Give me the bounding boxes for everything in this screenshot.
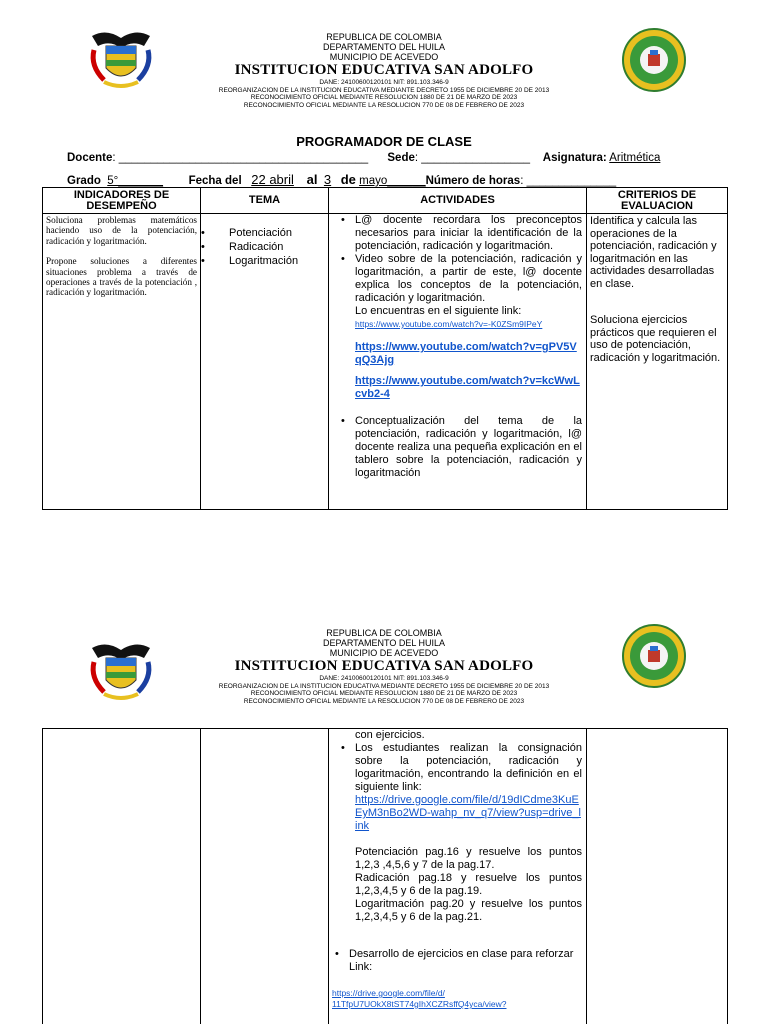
tema-item: • Radicación xyxy=(215,240,328,254)
actividades-cell-continued xyxy=(329,729,587,1024)
de-label: de xyxy=(340,172,356,187)
asignatura-label: Asignatura: xyxy=(542,152,607,164)
actividad-1: • L@ docente recordara los preconceptos necesarios para iniciar la identificación de la potenciación, radicación y logaritmación. xyxy=(355,214,582,253)
header-indicadores: INDICADORES DE DESEMPEÑO xyxy=(43,188,201,214)
criterios-cell-empty xyxy=(587,729,728,1024)
dane-nit: DANE: 24100600120101 NIT: 891.103.346-9 xyxy=(319,675,449,682)
header-line-2: DEPARTAMENTO DEL HUILA xyxy=(322,42,446,52)
fecha-dia[interactable]: 22 abril xyxy=(251,172,294,187)
lesson-plan-table xyxy=(42,187,728,510)
actividad-2-text: Video sobre de la potenciación, radicación y logaritmación, a partir de este, l@ docente explica los conceptos de la potenciación, radicación y logaritmación. xyxy=(355,253,582,304)
criterio-2: Soluciona ejercicios prácticos que requieren el uso de potenciación, radicación y logaritmación. xyxy=(590,314,721,364)
logaritmacion-task: Logaritmación pag.20 y resuelve los puntos 1,2,3,4,5 y 6 de la pag.21. xyxy=(355,898,582,923)
al-dia[interactable]: 3 xyxy=(323,172,332,187)
al-label: al xyxy=(306,172,318,187)
indicador-2: Propone soluciones a diferentes situaciones problema a través de operaciones a través de la potenciación , radicación y logaritmación. xyxy=(46,256,197,298)
school-name: INSTITUCION EDUCATIVA SAN ADOLFO xyxy=(234,62,534,78)
indicadores-cell xyxy=(43,214,201,510)
meta-row-2 xyxy=(67,172,616,187)
tema-item: • Potenciación xyxy=(215,226,328,240)
drive-link-2-part-2[interactable]: 11TfpU7UOkX8tST74gIhXCZRsffQ4yca/view? xyxy=(332,999,507,1009)
letterhead xyxy=(0,0,768,112)
actividad-3: • Conceptualización del tema de la potenciación, radicación y logaritmación, l@ docente realiza una pequeña explicación en el tablero sobre la potenciación, radicación y logaritmación xyxy=(355,415,582,480)
header-line-3: MUNICIPIO DE ACEVEDO xyxy=(329,648,439,658)
resolution-1: REORGANIZACION DE LA INSTITUCION EDUCATIVA MEDIANTE DECRETO 1955 DE DICIEMBRE 20 DE 2013 xyxy=(218,86,550,94)
drive-link-1[interactable]: https://drive.google.com/file/d/19dICdme3KuEEyM3nBo2WD-wahp_nv_q7/view?usp=drive_link xyxy=(355,794,581,832)
form-title: PROGRAMADOR DE CLASE xyxy=(296,134,472,149)
page-2 xyxy=(0,612,768,1024)
tema-item: • Logaritmación xyxy=(215,254,328,268)
resolution-2: RECONOCIMIENTO OFICIAL MEDIANTE RESOLUCION 1880 DE 21 DE MARZO DE 2023 xyxy=(250,94,518,102)
docente-label: Docente xyxy=(67,152,113,164)
meta-row-1 xyxy=(67,152,660,164)
resolution-3: RECONOCIMIENTO OFICIAL MEDIANTE LA RESOLUCION 770 DE 08 DE FEBRERO DE 2023 xyxy=(243,698,525,706)
mes-value[interactable]: mayo______ xyxy=(359,175,426,187)
radicacion-task: Radicación pag.18 y resuelve los puntos 1,2,3,4,5 y 6 de la pag.19. xyxy=(355,872,582,897)
actividad-2 xyxy=(355,253,582,415)
table-row xyxy=(43,729,728,1024)
header-criterios: CRITERIOS DE EVALUACION xyxy=(587,188,728,214)
indicadores-cell-empty xyxy=(43,729,201,1024)
actividad-4-text: Los estudiantes realizan la consignación sobre la potenciación, radicación y logaritmación, encontrando la definición en el siguiente link: xyxy=(355,742,582,793)
drive-link-2-part-1[interactable]: https://drive.google.com/file/d/ xyxy=(332,988,445,998)
header-line-1: REPUBLICA DE COLOMBIA xyxy=(326,628,442,638)
asignatura-value[interactable]: Aritmética xyxy=(609,152,661,164)
dane-nit: DANE: 24100600120101 NIT: 891.103.346-9 xyxy=(319,79,449,86)
actividades-cell xyxy=(329,214,587,510)
resolution-2: RECONOCIMIENTO OFICIAL MEDIANTE RESOLUCION 1880 DE 21 DE MARZO DE 2023 xyxy=(250,690,518,698)
docente-field[interactable]: : _______________________________________ xyxy=(112,152,369,164)
header-line-1: REPUBLICA DE COLOMBIA xyxy=(326,32,442,42)
table-header-row xyxy=(43,188,728,214)
school-seal-icon xyxy=(622,624,686,688)
header-line-3: MUNICIPIO DE ACEVEDO xyxy=(329,52,439,62)
continued-text: con ejercicios. xyxy=(355,729,425,741)
tema-cell xyxy=(201,214,329,510)
grado-label: Grado xyxy=(67,175,101,187)
actividad-4 xyxy=(355,742,582,948)
criterios-cell xyxy=(587,214,728,510)
letterhead-page-2 xyxy=(0,612,768,724)
indicador-1: Soluciona problemas matemáticos haciendo uso de la potenciación, radicación y logaritmación. xyxy=(46,215,197,246)
school-name: INSTITUCION EDUCATIVA SAN ADOLFO xyxy=(234,658,534,674)
video-link-1[interactable]: https://www.youtube.com/watch?v=-K0ZSm9IPeY xyxy=(355,319,543,329)
fecha-label: Fecha del xyxy=(188,175,242,187)
video-link-3[interactable]: https://www.youtube.com/watch?v=kcWwLcvb2-4 xyxy=(355,375,580,400)
criterio-1: Identifica y calcula las operaciones de la potenciación, radicación y logaritmación en las actividades desarrolladas en clase. xyxy=(590,215,717,290)
grado-value[interactable]: 5°_______ xyxy=(107,175,164,187)
school-seal-icon xyxy=(622,28,686,92)
horas-field[interactable]: : ______________ xyxy=(520,175,617,187)
resolution-1: REORGANIZACION DE LA INSTITUCION EDUCATIVA MEDIANTE DECRETO 1955 DE DICIEMBRE 20 DE 2013 xyxy=(218,682,550,690)
resolution-3: RECONOCIMIENTO OFICIAL MEDIANTE LA RESOLUCION 770 DE 08 DE FEBRERO DE 2023 xyxy=(243,102,525,110)
header-line-2: DEPARTAMENTO DEL HUILA xyxy=(322,638,446,648)
lesson-plan-table-continued xyxy=(42,728,728,1024)
header-actividades: ACTIVIDADES xyxy=(329,188,587,214)
actividad-2-link-intro: Lo encuentras en el siguiente link: xyxy=(355,305,522,317)
colombia-coat-of-arms-icon xyxy=(86,26,156,92)
tema-cell-empty xyxy=(201,729,329,1024)
sede-label: Sede xyxy=(387,152,415,164)
header-tema: TEMA xyxy=(201,188,329,214)
potenciacion-task: Potenciación pag.16 y resuelve los puntos 1,2,3 ,4,5,6 y 7 de la pag.17. xyxy=(355,846,582,871)
table-row xyxy=(43,214,728,510)
colombia-coat-of-arms-icon xyxy=(86,638,156,704)
video-link-2[interactable]: https://www.youtube.com/watch?v=gPV5VqQ3Ajg xyxy=(355,341,577,366)
sede-field[interactable]: : _________________ xyxy=(414,152,530,164)
horas-label: Número de horas xyxy=(425,175,521,187)
actividad-5: • Desarrollo de ejercicios en clase para reforzar Link: xyxy=(349,948,582,974)
